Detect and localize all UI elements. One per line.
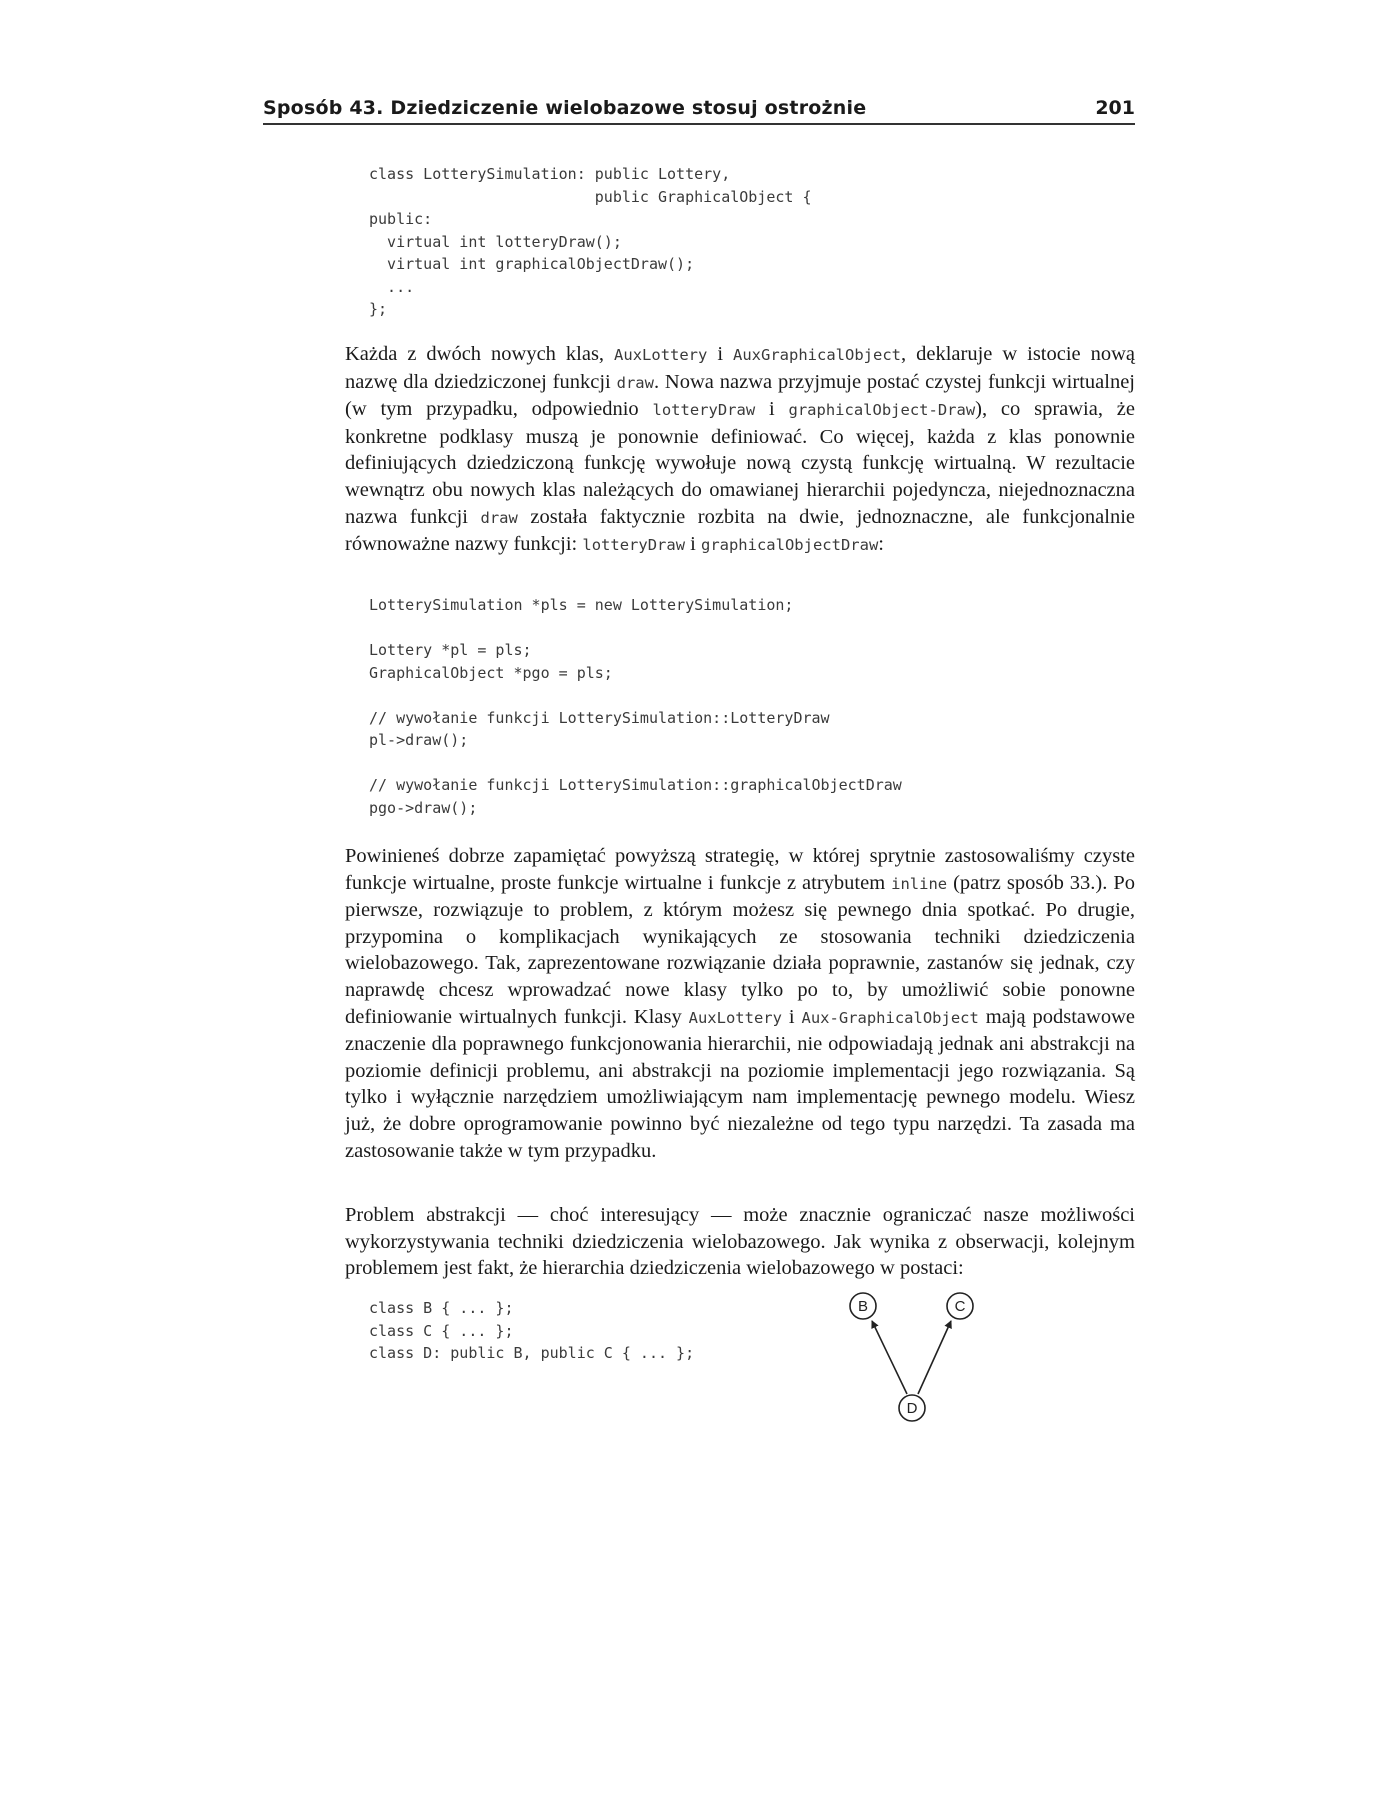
- page-number: 201: [1095, 97, 1135, 119]
- code-line: class D: public B, public C { ... };: [369, 1344, 695, 1362]
- code-line: [369, 752, 902, 775]
- node-c-label: C: [954, 1298, 966, 1315]
- code-line: class B { ... };: [369, 1299, 514, 1317]
- code-line: };: [369, 300, 388, 318]
- inline-code: lotteryDraw: [652, 401, 756, 420]
- running-header: [263, 97, 1135, 121]
- code-line: [369, 617, 902, 640]
- text: (patrz sposób 33.). Po pierwsze, rozwiązuje to problem, z którym możesz się pewnego dnia spotkać. Po drugie, przypomina o komplikacjach wynikających ze stosowania techniki dziedziczenia wielobazowego. Tak, zaprezentowane rozwiązanie działa poprawnie, zastanów się jednak, czy naprawdę chcesz wprowadzać nowe klasy tylko po to, by umożliwić sobie ponowne definiowanie wirtualnych funkcji. Klasy: [345, 871, 1135, 1028]
- text: :: [878, 533, 884, 556]
- code-block-hierarchy: [369, 1297, 694, 1365]
- inline-code: AuxLottery: [688, 1008, 782, 1027]
- text: mają podstawowe znaczenie dla poprawnego funkcjonowania hierarchii, nie odpowiadają jednak ani abstrakcji na poziomie definicji problemu, ani abstrakcji na poziomie implementacji jego rozwiązania. Są tylko i wyłącznie narzędziem umożliwiającym nam implementację pewnego modelu. Wiesz już, że dobre oprogramowanie powinno być niezależne od tego typu narzędzi. Ta zasada ma zastosowanie także w tym przypadku.: [345, 1005, 1135, 1162]
- code-line: // wywołanie funkcji LotterySimulation::LotteryDraw: [369, 708, 830, 727]
- inline-code: draw: [480, 508, 518, 527]
- text: i: [781, 1005, 802, 1028]
- text: i: [685, 533, 701, 556]
- inline-code: AuxGraphicalObject: [733, 346, 901, 364]
- inline-code: draw: [616, 373, 654, 392]
- header-rule: [263, 123, 1135, 125]
- text: ), co sprawia, że konkretne podklasy muszą je ponownie definiować. Co więcej, każda z klas ponownie definiujących dziedziczoną funkcję wywołuje nową czystą funkcję wirtualną. W rezultacie wewnątrz obu nowych klas należących do omawianej hierarchii pojedyncza, niejednoznaczna nazwa funkcji: [345, 398, 1135, 528]
- text: i: [755, 398, 789, 421]
- inline-code: lotteryDraw: [582, 536, 686, 555]
- inline-code: inline: [891, 874, 948, 893]
- code-line: pgo->draw();: [369, 798, 478, 817]
- node-d: [899, 1395, 925, 1421]
- paragraph-aux-classes: [345, 341, 1135, 559]
- code-line: Lottery *pl = pls;: [369, 641, 532, 659]
- code-line: ...: [369, 277, 415, 296]
- text: . Nowa nazwa przyjmuje postać czystej funkcji wirtualnej (w tym przypadku, odpowiednio: [345, 370, 1135, 421]
- code-block-class-declaration: [369, 163, 812, 321]
- code-line: public:: [369, 210, 433, 228]
- text: , deklaruje w istocie nową nazwę dla dziedziczonej funkcji: [345, 343, 1136, 393]
- running-header-title: Sposób 43. Dziedziczenie wielobazowe stosuj ostrożnie: [263, 97, 867, 119]
- node-c: [947, 1293, 973, 1319]
- node-d-label: D: [906, 1400, 918, 1417]
- node-b-label: B: [857, 1298, 869, 1315]
- code-line: GraphicalObject *pgo = pls;: [369, 663, 613, 682]
- code-line: pl->draw();: [369, 731, 469, 749]
- text: i: [707, 343, 734, 365]
- text: Każda z dwóch nowych klas,: [345, 343, 615, 365]
- inline-code: Aux-GraphicalObject: [801, 1008, 979, 1027]
- text: została faktycznie rozbita na dwie, jednoznaczne, ale funkcjonalnie równoważne nazwy funkcji:: [345, 505, 1135, 556]
- code-line: public GraphicalObject {: [369, 187, 812, 206]
- edge-d-to-b: [872, 1321, 907, 1394]
- inline-code: graphicalObject-Draw: [788, 401, 976, 420]
- code-line: LotterySimulation *pls = new LotterySimulation;: [369, 596, 794, 614]
- code-block-usage: [369, 594, 902, 819]
- code-line: // wywołanie funkcji LotterySimulation::graphicalObjectDraw: [369, 776, 902, 794]
- text: Powinieneś dobrze zapamiętać powyższą strategię, w której sprytnie zastosowaliśmy czyste funkcje wirtualne, proste funkcje wirtualne i funkcje z atrybutem: [345, 845, 1135, 894]
- paragraph-abstraction: Problem abstrakcji — choć interesujący — może znacznie ograniczać nasze możliwości wykorzystywania techniki dziedziczenia wielobazowego. Jak wynika z obserwacji, kolejnym problemem jest fakt, że hierarchia dziedziczenia wielobazowego w postaci:: [345, 1204, 1135, 1280]
- code-line: class C { ... };: [369, 1321, 514, 1340]
- paragraph-strategy: [345, 843, 1135, 1164]
- inline-code: AuxLottery: [614, 346, 708, 364]
- code-line: [369, 684, 902, 707]
- inheritance-diagram: [830, 1292, 990, 1442]
- node-b: [850, 1293, 876, 1319]
- code-line: class LotterySimulation: public Lottery,: [369, 165, 731, 183]
- edge-d-to-c: [918, 1321, 951, 1394]
- code-line: virtual int graphicalObjectDraw();: [369, 255, 695, 273]
- inline-code: graphicalObjectDraw: [700, 536, 879, 555]
- code-line: virtual int lotteryDraw();: [369, 232, 622, 251]
